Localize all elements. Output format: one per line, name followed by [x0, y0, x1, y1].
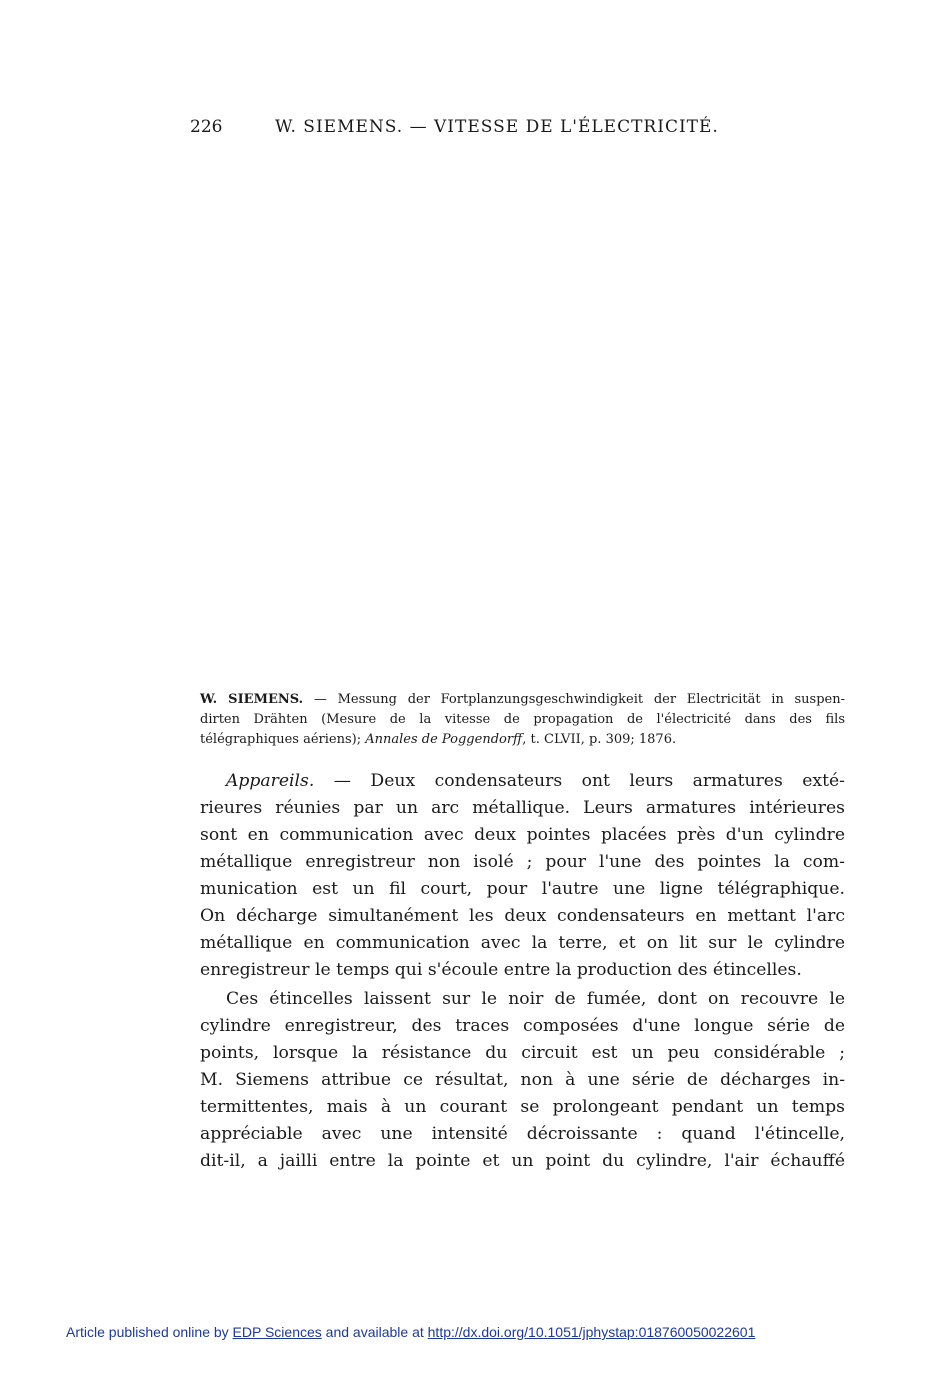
text-line: sont en communication avec deux pointes placées près d'un cylindre: [200, 825, 845, 845]
text-line: On décharge simultanément les deux condensateurs en mettant l'arc: [200, 906, 845, 926]
text-line: termittentes, mais à un courant se prolongeant pendant un temps: [200, 1097, 845, 1117]
bibliographic-reference: [200, 690, 845, 750]
text-line: métallique enregistreur non isolé ; pour l'une des pointes la com-: [200, 852, 845, 872]
paragraph-apparatus: [200, 768, 845, 984]
doi-link[interactable]: http://dx.doi.org/10.1051/jphystap:018760050022601: [427, 1324, 756, 1340]
text-line: cylindre enregistreur, des traces composées d'une longue série de: [200, 1016, 845, 1036]
reference-line: W. SIEMENS. — Messung der Fortplanzungsgeschwindigkeit der Electricität in suspen-: [200, 692, 846, 707]
paragraph-sparks: [200, 986, 845, 1175]
reference-author: W. SIEMENS.: [200, 692, 304, 707]
text-line: M. Siemens attribue ce résultat, non à une série de décharges in-: [200, 1070, 845, 1090]
reference-journal: Annales de Poggendorff: [365, 732, 523, 747]
text-line: Ces étincelles laissent sur le noir de fumée, dont on recouvre le: [226, 989, 845, 1009]
text-line: enregistreur le temps qui s'écoule entre la production des étincelles.: [200, 960, 802, 980]
text-line: Appareils. — Deux condensateurs ont leurs armatures exté-: [226, 771, 845, 791]
article-body: [200, 768, 845, 1177]
text-line: dit-il, a jailli entre la pointe et un point du cylindre, l'air échauffé: [200, 1151, 845, 1171]
publisher-link[interactable]: EDP Sciences: [232, 1324, 322, 1340]
footer-middle: and available at: [321, 1324, 428, 1340]
publication-footer: [66, 1324, 755, 1340]
text-line: munication est un fil court, pour l'autre une ligne télégraphique.: [200, 879, 845, 899]
text-line: appréciable avec une intensité décroissante : quand l'étincelle,: [200, 1124, 845, 1144]
reference-line: dirten Drähten (Mesure de la vitesse de propagation de l'électricité dans des fils: [200, 712, 845, 727]
section-heading: Appareils.: [226, 771, 315, 791]
footer-prefix: Article published online by: [66, 1324, 233, 1340]
page-number: 226: [190, 117, 223, 137]
reference-line: télégraphiques aériens); Annales de Poggendorff, t. CLVII, p. 309; 1876.: [200, 732, 677, 747]
text-line: métallique en communication avec la terre, et on lit sur le cylindre: [200, 933, 845, 953]
running-title: W. SIEMENS. — VITESSE DE L'ÉLECTRICITÉ.: [275, 117, 719, 137]
text-line: rieures réunies par un arc métallique. Leurs armatures intérieures: [200, 798, 845, 818]
text-line: points, lorsque la résistance du circuit est un peu considérable ;: [200, 1043, 845, 1063]
